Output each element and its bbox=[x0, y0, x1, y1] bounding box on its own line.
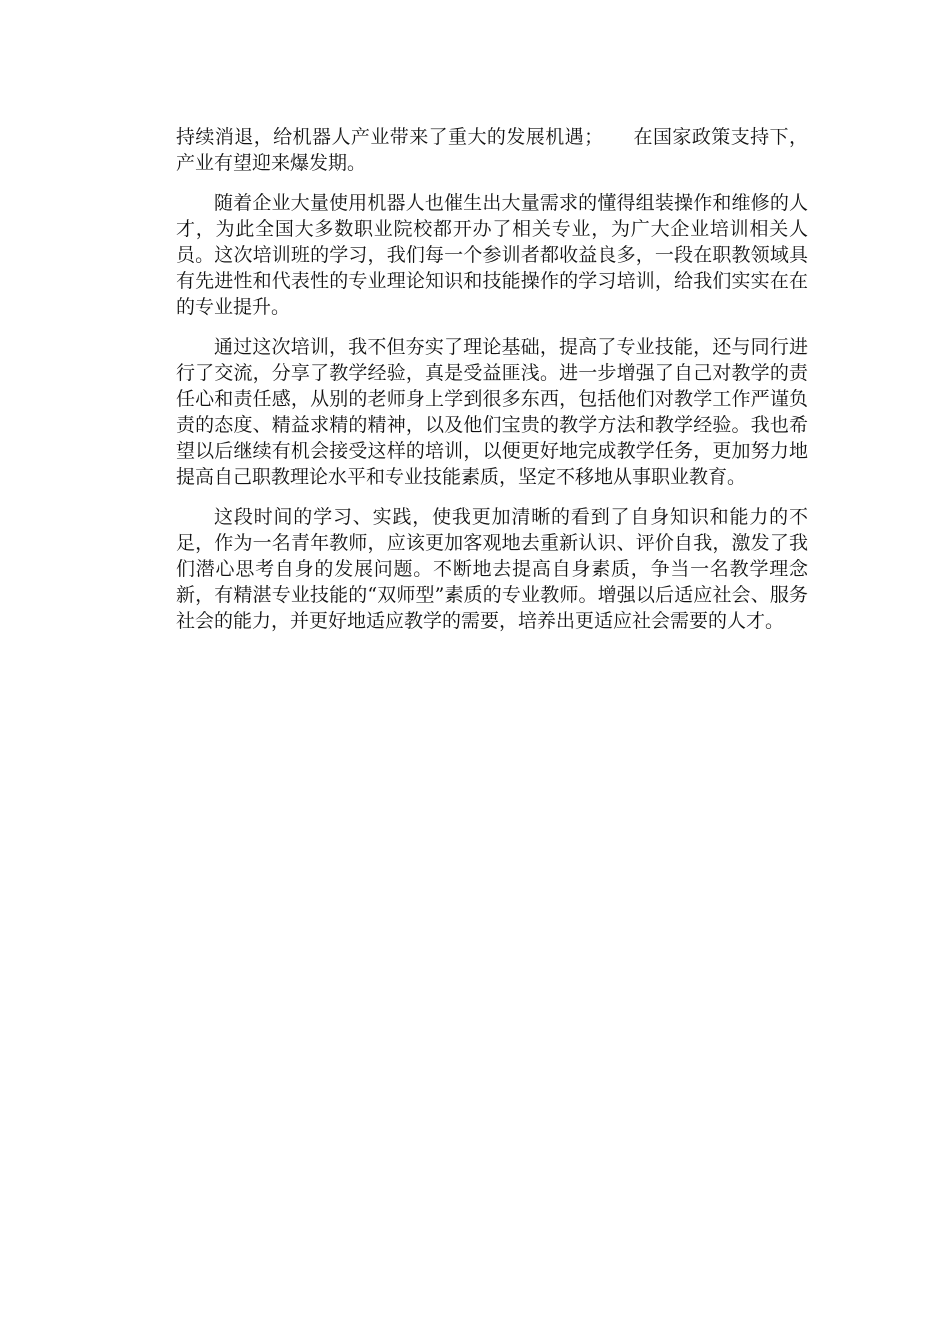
paragraph-3: 通过这次培训，我不但夯实了理论基础，提高了专业技能，还与同行进行了交流，分享了教学经验，真是受益匪浅。进一步增强了自己对教学的责任心和责任感，从别的老师身上学到很多东西，包括他们对教学工作严谨负责的态度、精益求精的精神，以及他们宝贵的教学方法和教学经验。我也希望以后继续有机会接受这样的培训，以便更好地完成教学任务，更加努力地提高自己职教理论水平和专业技能素质，坚定不移地从事职业教育。 bbox=[176, 336, 808, 488]
paragraph-4: 这段时间的学习、实践，使我更加清晰的看到了自身知识和能力的不足，作为一名青年教师，应该更加客观地去重新认识、评价自我，激发了我们潜心思考自身的发展问题。不断地去提高自身素质，争当一名教学理念新，有精湛专业技能的“双师型”素质的专业教师。增强以后适应社会、服务社会的能力，并更好地适应教学的需要，培养出更适应社会需要的人才。 bbox=[176, 506, 808, 632]
paragraph-1-lead: 持续消退，给机器人产业带来了重大的发展机遇； bbox=[176, 126, 604, 148]
paragraph-2: 随着企业大量使用机器人也催生出大量需求的懂得组装操作和维修的人才，为此全国大多数职业院校都开办了相关专业，为广大企业培训相关人员。这次培训班的学习，我们每一个参训者都收益良多，一段在职教领域具有先进性和代表性的专业理论知识和技能操作的学习培训，给我们实实在在的专业提升。 bbox=[176, 192, 808, 318]
paragraph-continuation bbox=[176, 124, 808, 176]
paragraph-1-tail: 在国家政策支持下，产业有望迎来爆发期。 bbox=[176, 126, 808, 174]
document-body bbox=[176, 124, 808, 648]
